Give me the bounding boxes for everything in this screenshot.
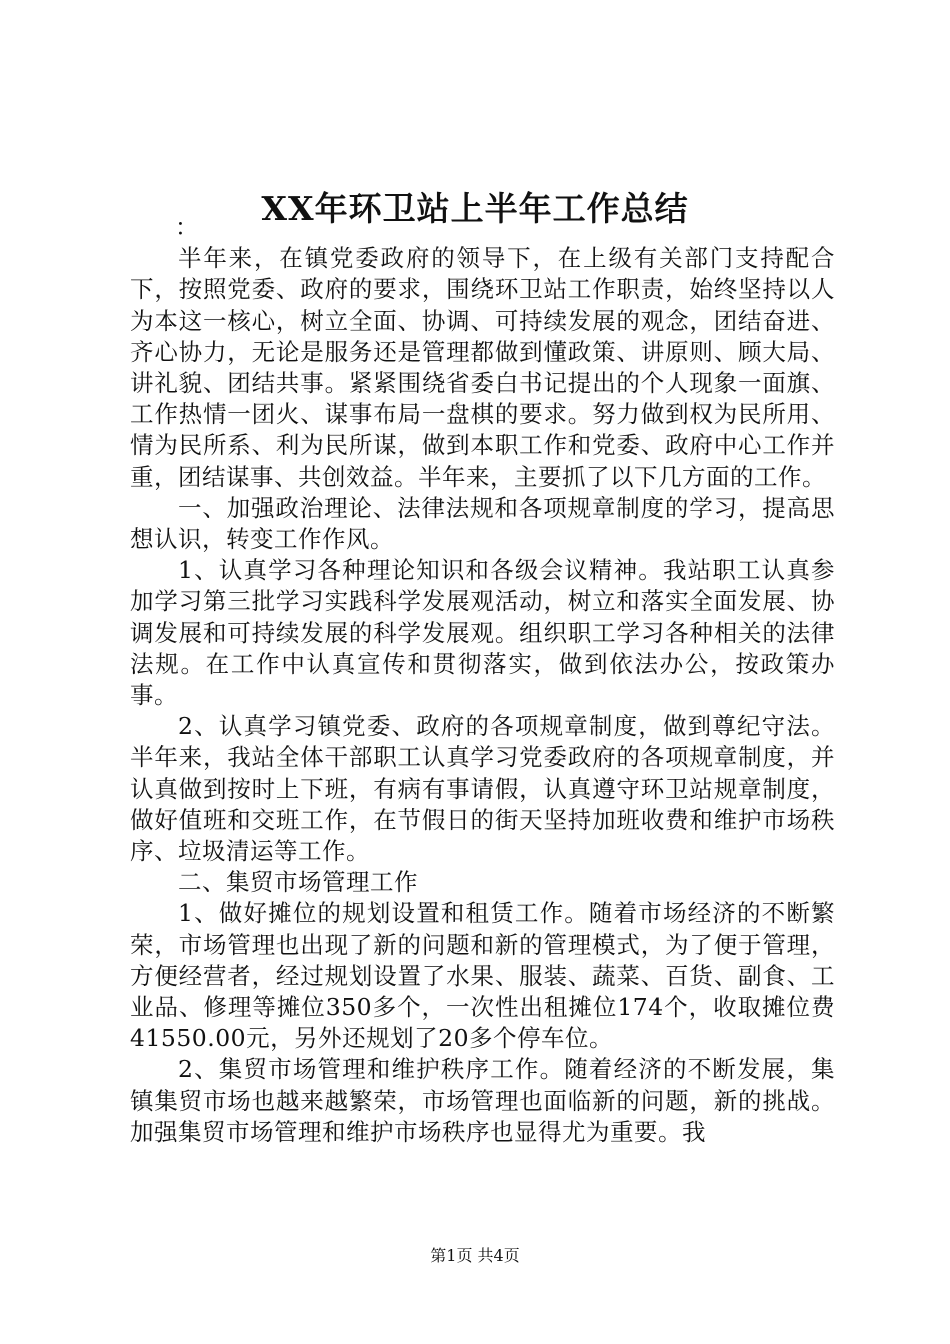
colon-line: ： (175, 213, 199, 241)
section-heading-1: 一、加强政治理论、法律法规和各项规章制度的学习，提高思想认识，转变工作作风。 (130, 493, 835, 554)
paragraph-2-2: 2、集贸市场管理和维护秩序工作。随着经济的不断发展，集镇集贸市场也越来越繁荣，市场管理也面临新的问题，新的挑战。加强集贸市场管理和维护市场秩序也显得尤为重要。我 (130, 1055, 835, 1146)
paragraph-2-1: 1、做好摊位的规划设置和租赁工作。随着市场经济的不断繁荣，市场管理也出现了新的问题和新的管理模式，为了便于管理，方便经营者，经过规划设置了水果、服装、蔬菜、百货、副食、工业品、修理等摊位350多个，一次性出租摊位174个，收取摊位费41550.00元，另外还规划了20多个停车位。 (130, 899, 835, 1053)
section-heading-2: 二、集贸市场管理工作 (178, 868, 418, 897)
document-body (130, 212, 835, 1148)
paragraph-intro: 半年来，在镇党委政府的领导下，在上级有关部门支持配合下，按照党委、政府的要求，围绕环卫站工作职责，始终坚持以人为本这一核心，树立全面、协调、可持续发展的观念，团结奋进、齐心协力，无论是服务还是管理都做到懂政策、讲原则、顾大局、讲礼貌、团结共事。紧紧围绕省委白书记提出的个人现象一面旗、工作热情一团火、谋事布局一盘棋的要求。努力做到权为民所用、情为民所系、利为民所谋，做到本职工作和党委、政府中心工作并重，团结谋事、共创效益。半年来，主要抓了以下几方面的工作。 (130, 244, 835, 491)
page-number: 第1页 共4页 (430, 1246, 520, 1265)
paragraph-1-2: 2、认真学习镇党委、政府的各项规章制度，做到尊纪守法。半年来，我站全体干部职工认真学习党委政府的各项规章制度，并认真做到按时上下班，有病有事请假，认真遵守环卫站规章制度，做好值班和交班工作，在节假日的街天坚持加班收费和维护市场秩序、垃圾清运等工作。 (130, 712, 835, 866)
paragraph-1-1: 1、认真学习各种理论知识和各级会议精神。我站职工认真参加学习第三批学习实践科学发展观活动，树立和落实全面发展、协调发展和可持续发展的科学发展观。组织职工学习各种相关的法律法规。在工作中认真宣传和贯彻落实，做到依法办公，按政策办事。 (130, 556, 835, 710)
document-title: XX年环卫站上半年工作总结 (261, 189, 689, 228)
